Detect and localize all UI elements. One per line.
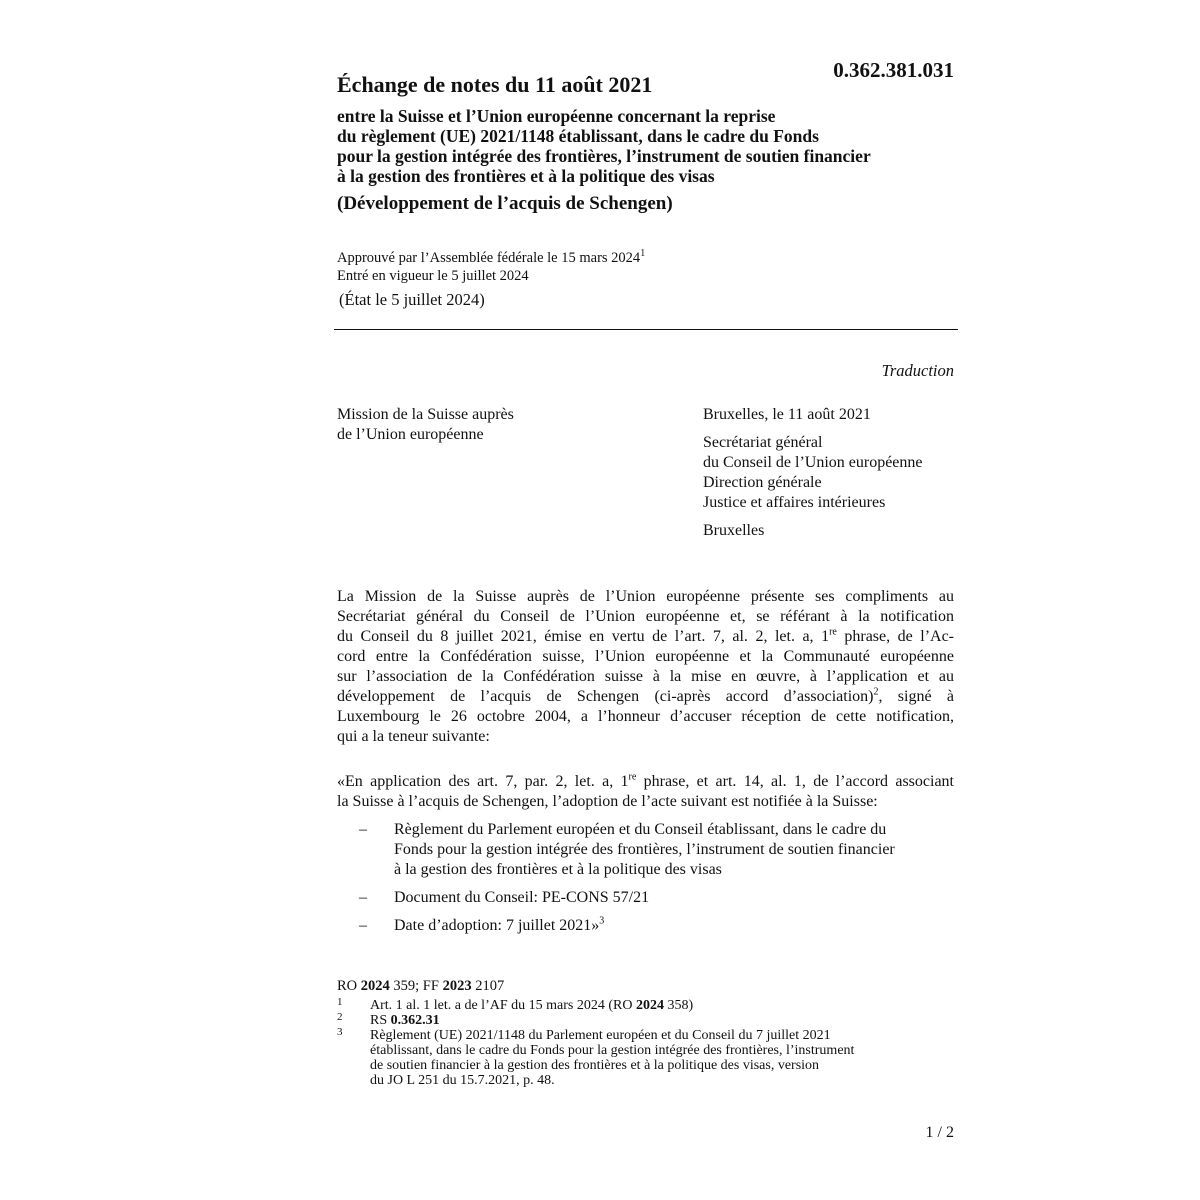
recipient-city: Bruxelles <box>703 522 765 539</box>
quote-paragraph <box>337 772 954 812</box>
state-date: (État le 5 juillet 2024) <box>339 290 485 309</box>
body-line: du Conseil du 8 juillet 2021, émise en vertu de l’art. 7, al. 2, let. a, 1re phrase, de l’Ac- <box>337 626 955 645</box>
dash-bullet: – <box>359 889 367 906</box>
footnotes <box>337 998 954 1088</box>
body-line: qui a la teneur suivante: <box>337 728 490 745</box>
letter-date: Bruxelles, le 11 août 2021 <box>703 406 871 423</box>
body-line: développement de l’acquis de Schengen (ci-après accord d’association)$^2$, signé à <box>337 686 955 705</box>
footnote-number: 1 <box>337 996 343 1008</box>
footnote-number: 3 <box>337 1026 343 1038</box>
footnote-ref[interactable]: 1 <box>640 248 646 260</box>
document-number: 0.362.381.031 <box>833 58 954 82</box>
approved-text: Approuvé par l’Assemblée fédérale le 15 mars 2024 <box>337 250 641 266</box>
notified-acts-list <box>337 820 954 944</box>
footnote: 2 RS 0.362.31 <box>337 1011 440 1028</box>
address-line: Justice et affaires intérieures <box>703 494 886 511</box>
dash-bullet: – <box>359 821 367 838</box>
body-line: sur l’association de la Confédération suisse à la mise en œuvre, à l’application et au <box>337 668 954 685</box>
sender-block <box>337 405 514 445</box>
list-item: – Règlement du Parlement européen et du Conseil établissant, dans le cadre du Fonds pour la gestion intégrée des frontières, l’instrument de soutien financier à la gestion des frontières et à la politique des visas <box>359 821 895 878</box>
translation-label: Traduction <box>881 361 954 380</box>
schengen-subnote: (Développement de l’acquis de Schengen) <box>337 193 673 214</box>
footnote: 3 Règlement (UE) 2021/1148 du Parlement européen et du Conseil du 7 juillet 2021 établissant, dans le cadre du Fonds pour la gestion intégrée des frontières, l’instrument de soutien financier à la gestion des frontières et à la politique des visas, version du JO L 251 du 15.7.2021, p. 48. <box>337 1026 855 1088</box>
footnote: 1 Art. 1 al. 1 let. a de l’AF du 15 mars 2024 (RO 2024 358) <box>337 996 694 1013</box>
body-line: cord entre la Confédération suisse, l’Union européenne et la Communauté européenne <box>337 648 954 665</box>
footnote-number: 2 <box>337 1011 343 1023</box>
quote-line: la Suisse à l’acquis de Schengen, l’adoption de l’acte suivant est notifiée à la Suisse: <box>337 793 878 810</box>
page-number: 1 / 2 <box>925 1124 954 1141</box>
header-divider <box>334 329 958 330</box>
body-line: La Mission de la Suisse auprès de l’Union européenne présente ses compliments au <box>337 588 954 605</box>
approval-info <box>337 249 645 285</box>
subtitle-line: entre la Suisse et l’Union européenne concernant la reprise <box>337 106 776 126</box>
address-line: Secrétariat général <box>703 434 823 451</box>
body-line: Luxembourg le 26 octobre 2004, a l’honneur d’accuser réception de cette notification, <box>337 708 954 725</box>
document-title: Échange de notes du 11 août 2021 <box>337 72 653 97</box>
subtitle-line: du règlement (UE) 2021/1148 établissant, dans le cadre du Fonds <box>337 126 819 146</box>
footnote-ref[interactable]: 2 <box>873 686 879 698</box>
document-page <box>337 0 954 1200</box>
list-item: – Document du Conseil: PE-CONS 57/21 <box>359 889 650 906</box>
subtitle-line: à la gestion des frontières et à la politique des visas <box>337 166 715 186</box>
publication-reference: RO 2024 359; FF 2023 2107 <box>337 978 505 994</box>
list-item: – Date d’adoption: 7 juillet 2021»$^3$ <box>359 915 605 934</box>
quote-line: «En application des art. 7, par. 2, let. a, 1re phrase, et art. 14, al. 1, de l’accord associant <box>337 771 954 790</box>
address-line: Direction générale <box>703 474 822 491</box>
dash-bullet: – <box>359 917 367 934</box>
recipient-block <box>703 405 923 541</box>
body-paragraph <box>337 587 954 747</box>
footnote-ref[interactable]: 3 <box>599 915 605 927</box>
sender-line: de l’Union européenne <box>337 426 484 443</box>
address-line: du Conseil de l’Union européenne <box>703 454 923 471</box>
document-subtitle <box>337 106 977 186</box>
sender-line: Mission de la Suisse auprès <box>337 406 514 423</box>
entered-text: Entré en vigueur le 5 juillet 2024 <box>337 268 529 284</box>
body-line: Secrétariat général du Conseil de l’Union européenne et, se référant à la notification <box>337 608 954 625</box>
subtitle-line: pour la gestion intégrée des frontières, l’instrument de soutien financier <box>337 146 871 166</box>
